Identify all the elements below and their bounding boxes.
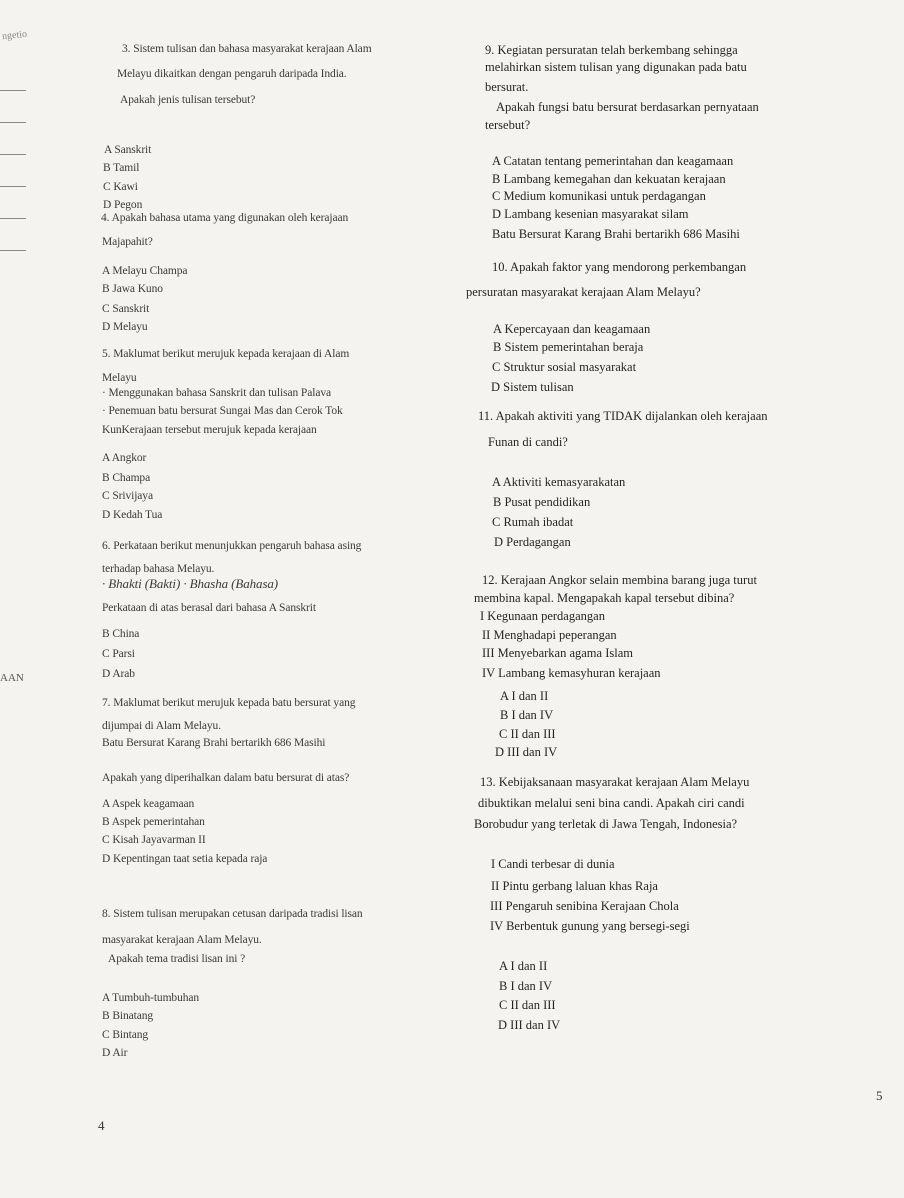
right-column-text-line: C Struktur sosial masyarakat [492,360,637,374]
right-column-text-line: II Menghadapi peperangan [482,628,617,642]
right-column-text-line: B Lambang kemegahan dan kekuatan kerajaan [492,172,726,186]
left-column-text-line: Perkataan di atas berasal dari bahasa A Sanskrit [102,602,316,614]
left-column-text-line: A Aspek keagamaan [102,798,195,810]
right-column-text-line: D Perdagangan [494,535,571,549]
right-column-text-line: IV Lambang kemasyhuran kerajaan [482,666,661,680]
left-column-text-line: C Sanskrit [102,303,150,315]
right-column-text-line: A I dan II [499,959,548,973]
left-column-text-line: A Tumbuh-tumbuhan [102,992,200,1004]
right-column-text-line: B Sistem pemerintahan beraja [493,340,644,354]
right-column-text-line: persuratan masyarakat kerajaan Alam Melayu? [466,285,701,299]
right-column-text-line: Apakah fungsi batu bersurat berdasarkan pernyataan [496,100,759,114]
margin-line [0,154,26,155]
left-column-text-line: 6. Perkataan berikut menunjukkan pengaruh bahasa asing [102,540,362,552]
right-column-text-line: Batu Bersurat Karang Brahi bertarikh 686 Masihi [492,227,740,241]
right-column-text-line: tersebut? [485,118,531,132]
left-column-text-line: B Tamil [103,162,140,174]
left-column-text-line: D Arab [102,668,135,680]
margin-line [0,186,26,187]
right-column-text-line: D Lambang kesenian masyarakat silam [492,207,689,221]
right-column-text-line: C II dan III [499,998,556,1012]
left-column-text-line: · Penemuan batu bersurat Sungai Mas dan Cerok Tok [102,405,343,417]
left-column-text-line: terhadap bahasa Melayu. [102,563,215,575]
right-column-text-line: Borobudur yang terletak di Jawa Tengah, Indonesia? [474,817,738,831]
left-column-text-line: B Champa [102,472,151,484]
left-column-text-line: C Srivijaya [102,490,153,502]
right-column-text-line: B I dan IV [499,979,553,993]
right-column-text-line: C II dan III [499,727,556,741]
left-column-text-line: 8. Sistem tulisan merupakan cetusan daripada tradisi lisan [102,908,363,920]
left-column-text-line: C Kisah Jayavarman II [102,834,206,846]
left-column-text-line: 3. Sistem tulisan dan bahasa masyarakat kerajaan Alam [122,43,372,55]
left-column-text-line: C Parsi [102,648,135,660]
left-column-text-line: KunKerajaan tersebut merujuk kepada kerajaan [102,424,317,436]
left-column-text-line: · Bhakti (Bakti) · Bhasha (Bahasa) [102,576,279,591]
left-column-text-line: A Melayu Champa [102,265,188,277]
left-column-text-line: Apakah jenis tulisan tersebut? [120,94,256,106]
left-column-text-line: Apakah tema tradisi lisan ini ? [108,953,246,965]
right-column-text-line: A Catatan tentang pemerintahan dan keagamaan [492,154,734,168]
left-column-text-line: 4. Apakah bahasa utama yang digunakan oleh kerajaan [101,212,349,224]
left-column-text-line: B Jawa Kuno [102,283,163,295]
page-edge-text: ngetio [1,28,28,43]
left-column-text-line: 7. Maklumat berikut merujuk kepada batu bersurat yang [102,697,356,709]
margin-line [0,218,26,219]
right-column-text-line: III Pengaruh senibina Kerajaan Chola [490,899,679,913]
margin-line [0,122,26,123]
right-column-text-line: melahirkan sistem tulisan yang digunakan pada batu [485,60,747,74]
right-column-text-line: I Kegunaan perdagangan [480,609,605,623]
right-column-text-line: Funan di candi? [488,435,568,449]
right-column-text-line: A I dan II [500,689,549,703]
page-number-right: 5 [876,1088,883,1103]
left-column-text-line: B Aspek pemerintahan [102,816,205,828]
margin-text: AAN [0,672,24,684]
right-column-text-line: 13. Kebijaksanaan masyarakat kerajaan Alam Melayu [480,775,750,789]
left-column-text-line: D Air [102,1047,128,1059]
right-column-text-line: bersurat. [485,80,529,94]
right-column-text-line: 10. Apakah faktor yang mendorong perkembangan [492,260,747,274]
left-column-text-line: 5. Maklumat berikut merujuk kepada kerajaan di Alam [102,348,350,360]
left-column-text-line: Batu Bersurat Karang Brahi bertarikh 686 Masihi [102,737,326,749]
right-column-text-line: D Sistem tulisan [491,380,574,394]
left-column-text-line: dijumpai di Alam Melayu. [102,720,221,732]
margin-line [0,90,26,91]
left-column-text-line: C Kawi [103,181,138,193]
left-column-text-line: B China [102,628,140,640]
right-column-text-line: dibuktikan melalui seni bina candi. Apakah ciri candi [478,796,745,810]
left-column-text-line: B Binatang [102,1010,154,1022]
right-column-text-line: D III dan IV [498,1018,561,1032]
page-number-left: 4 [98,1118,105,1133]
left-column-text-line: D Melayu [102,321,148,333]
left-column-text-line: Majapahit? [102,236,153,248]
right-column-text-line: A Kepercayaan dan keagamaan [493,322,651,336]
right-column-text-line: B Pusat pendidikan [493,495,591,509]
right-column-text-line: II Pintu gerbang laluan khas Raja [491,879,658,893]
right-column-text-line: membina kapal. Mengapakah kapal tersebut dibina? [474,591,735,605]
right-column-text-line: 11. Apakah aktiviti yang TIDAK dijalankan oleh kerajaan [478,409,768,423]
right-column-text-line: III Menyebarkan agama Islam [482,646,633,660]
left-column-text-line: Melayu [102,372,137,384]
right-column-text-line: A Aktiviti kemasyarakatan [492,475,626,489]
right-column-text-line: 9. Kegiatan persuratan telah berkembang sehingga [485,43,738,57]
left-column-text-line: C Bintang [102,1029,149,1041]
left-column-text-line: D Kepentingan taat setia kepada raja [102,853,268,865]
left-column-text-line: · Menggunakan bahasa Sanskrit dan tulisan Palava [102,387,331,399]
left-column-text-line: Apakah yang diperihalkan dalam batu bersurat di atas? [102,772,350,784]
left-column-text-line: A Angkor [102,452,147,464]
margin-line [0,250,26,251]
left-column-text-line: masyarakat kerajaan Alam Melayu. [102,934,262,946]
right-column-text-line: B I dan IV [500,708,554,722]
left-column-text-line: D Kedah Tua [102,509,163,521]
left-column-text-line: Melayu dikaitkan dengan pengaruh daripada India. [117,68,347,80]
right-column-text-line: D III dan IV [495,745,558,759]
left-column-text-line: A Sanskrit [104,144,152,156]
left-column-text-line: D Pegon [103,199,143,211]
right-column-text-line: 12. Kerajaan Angkor selain membina barang juga turut [482,573,757,587]
right-column-text-line: I Candi terbesar di dunia [491,857,615,871]
right-column-text-line: C Rumah ibadat [492,515,574,529]
right-column-text-line: IV Berbentuk gunung yang bersegi-segi [490,919,690,933]
right-column-text-line: C Medium komunikasi untuk perdagangan [492,189,706,203]
